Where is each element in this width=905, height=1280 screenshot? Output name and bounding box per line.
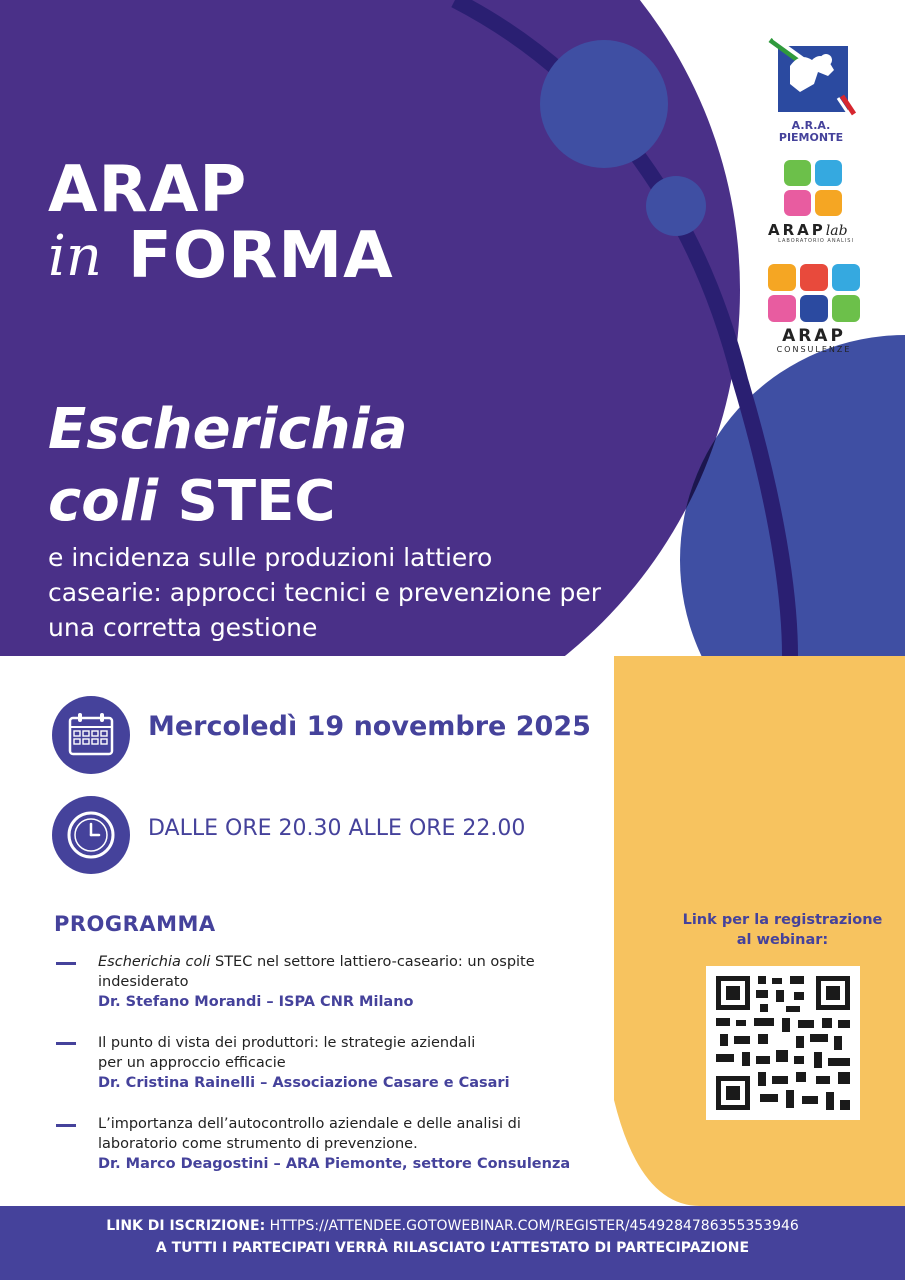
- deco-circle-small: [646, 176, 706, 236]
- footer-bar: [0, 1206, 905, 1280]
- araplab-main: ARAP: [768, 221, 826, 239]
- ara-piemonte-text: A.R.A. PIEMONTE: [778, 119, 844, 144]
- logo-araplab: [766, 158, 866, 244]
- subtitle: e incidenza sulle produzioni lattiero casearie: approcci tecnici e prevenzione per una corretta gestione: [48, 543, 601, 642]
- program-speaker-3: Dr. Marco Deagostini – ARA Piemonte, settore Consulenza: [98, 1156, 571, 1172]
- program-speaker-2: Dr. Cristina Rainelli – Associazione Casare e Casari: [98, 1075, 510, 1091]
- calendar-icon-badge: [52, 696, 130, 774]
- footer-link-label: LINK DI ISCRIZIONE:: [106, 1218, 266, 1234]
- deco-circle-large: [540, 40, 668, 168]
- brand-forma: FORMA: [128, 219, 394, 293]
- program-item-2: Il punto di vista dei produttori: le strategie aziendali per un approccio efficacie Dr. Cristina Rainelli – Associazione Casare e Casari: [98, 1035, 510, 1091]
- calendar-icon: [52, 696, 130, 774]
- event-date: Mercoledì 19 novembre 2025: [148, 711, 591, 742]
- footer-link-line: [0, 1215, 905, 1237]
- qr-code-graphic: [706, 966, 860, 1120]
- brand-in: in: [48, 224, 102, 289]
- program-speaker-1: Dr. Stefano Morandi – ISPA CNR Milano: [98, 994, 414, 1010]
- araplab-sub: LABORATORIO ANALISI: [778, 238, 854, 244]
- clock-icon-badge: [52, 796, 130, 874]
- footer-link-url[interactable]: HTTPS://ATTENDEE.GOTOWEBINAR.COM/REGISTER/4549284786355353946: [269, 1218, 799, 1234]
- qr-code[interactable]: [706, 966, 860, 1120]
- arap-consulenze-sub: CONSULENZE: [776, 345, 852, 354]
- logo-ara-piemonte: [766, 36, 856, 144]
- title-line-2: coli STEC: [48, 469, 336, 534]
- araplab-suffix: lab: [825, 223, 848, 239]
- clock-icon: [52, 796, 130, 874]
- registration-label: Link per la registrazione al webinar:: [682, 912, 883, 948]
- brand-arap: ARAP: [48, 153, 248, 227]
- footer-note: A TUTTI I PARTECIPATI VERRÀ RILASCIATO L’ATTESTATO DI PARTECIPAZIONE: [155, 1240, 750, 1256]
- arap-consulenze-main: ARAP: [782, 326, 846, 346]
- program-title: PROGRAMMA: [54, 912, 216, 936]
- program-dash-2: [56, 1042, 76, 1045]
- ara-piemonte-icon: [766, 36, 856, 116]
- program-item-3: L’importanza dell’autocontrollo aziendale e delle analisi di laboratorio come strumento di prevenzione. Dr. Marco Deagostini – ARA Piemonte, settore Consulenza: [98, 1116, 571, 1172]
- program-item-1: Escherichia coli STEC nel settore lattiero-caseario: un ospite indesiderato Dr. Stefano Morandi – ISPA CNR Milano: [98, 952, 598, 1012]
- program-dash-1: [56, 962, 76, 965]
- program-dash-3: [56, 1124, 76, 1127]
- title-line-1: Escherichia: [48, 397, 408, 462]
- logo-arap-consulenze: [764, 264, 864, 356]
- event-time: DALLE ORE 20.30 ALLE ORE 22.00: [148, 816, 526, 841]
